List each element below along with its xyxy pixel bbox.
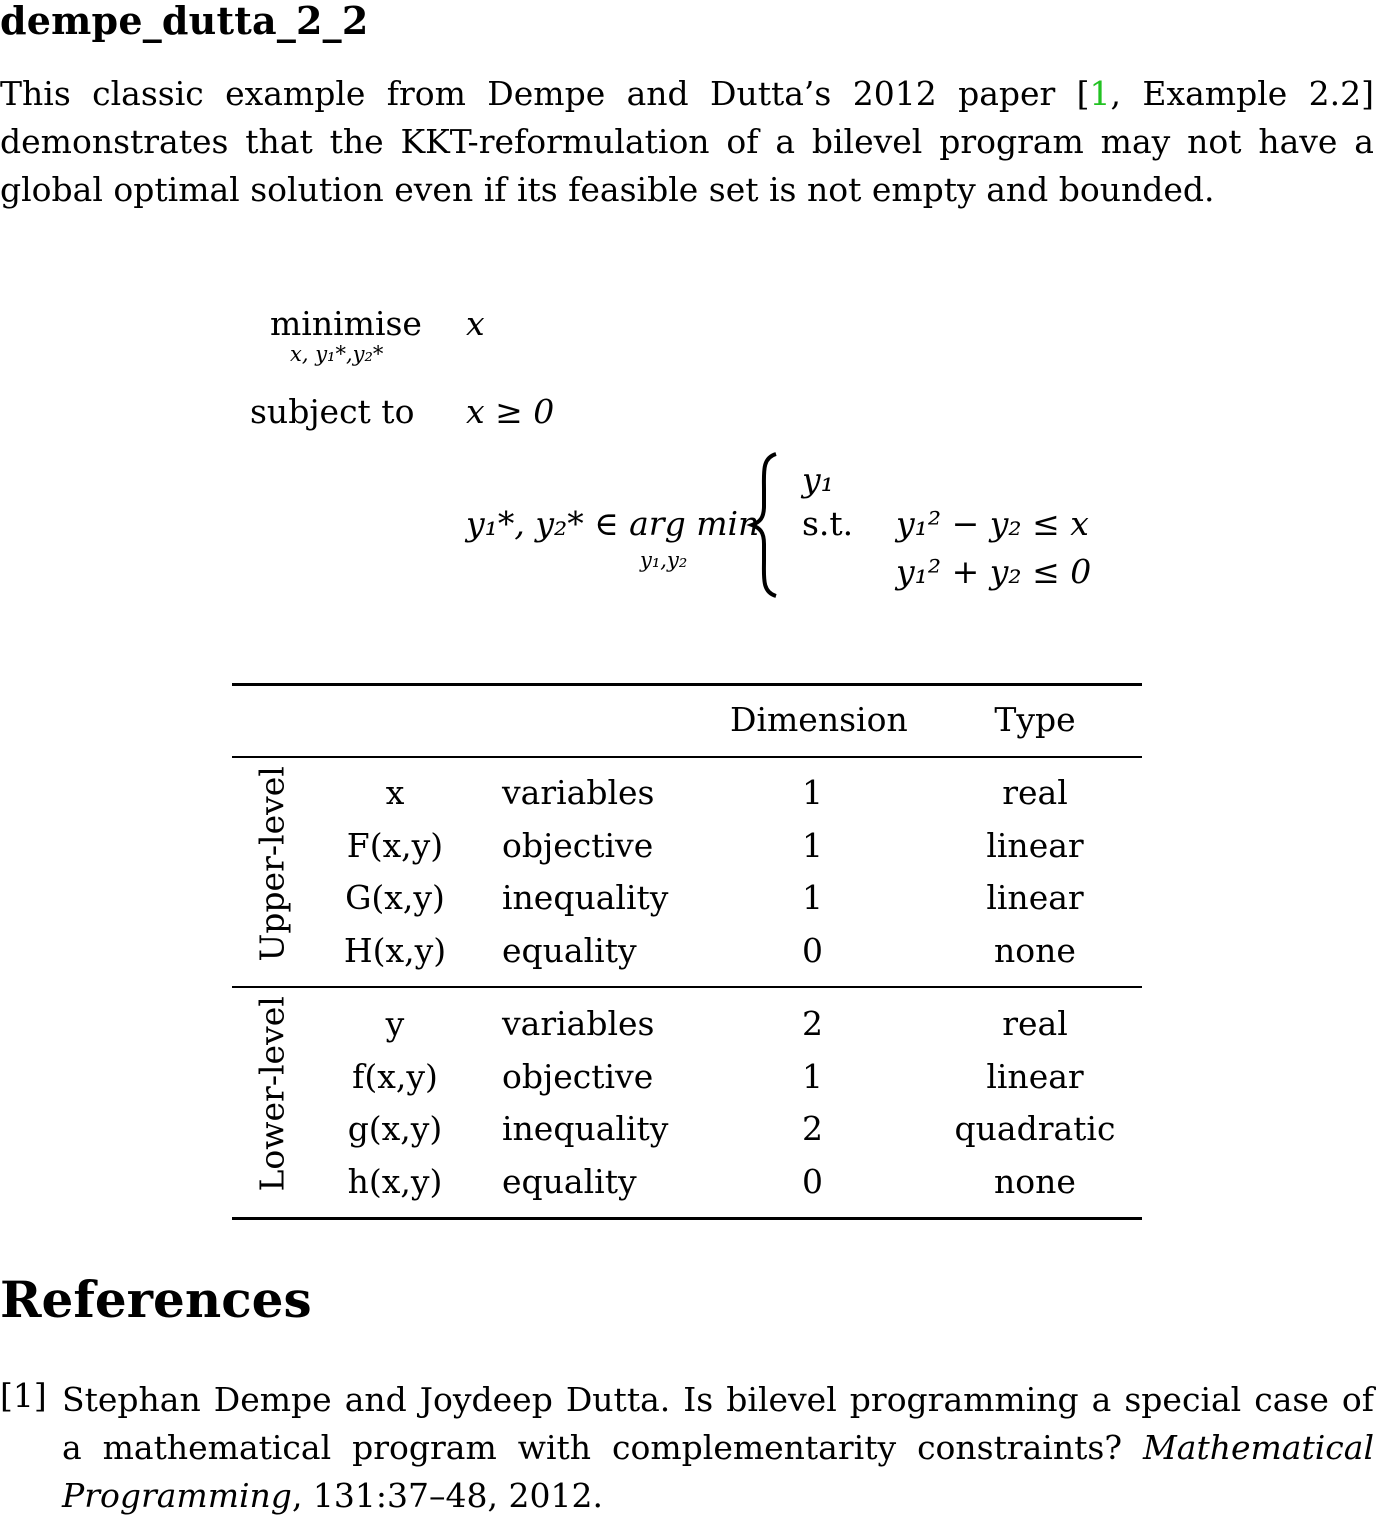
upper-level-label: Upper-level bbox=[252, 766, 292, 962]
reference-line-3: Programming, 131:37–48, 2012. bbox=[62, 1476, 603, 1515]
subject-to-label: subject to bbox=[250, 392, 415, 431]
upper-constraint: x ≥ 0 bbox=[466, 392, 555, 431]
table-cell-symbol: x bbox=[385, 773, 405, 812]
page-title: dempe_dutta_2_2 bbox=[0, 0, 369, 43]
minimise-label: minimise bbox=[270, 304, 422, 343]
table-top-rule bbox=[232, 683, 1142, 686]
table-cell-type: real bbox=[1002, 773, 1068, 812]
table-cell-kind: equality bbox=[502, 931, 637, 970]
reference-number: [1] bbox=[0, 1376, 47, 1415]
table-cell-type: none bbox=[994, 931, 1076, 970]
table-cell-dimension: 1 bbox=[802, 826, 823, 865]
table-cell-type: linear bbox=[986, 878, 1084, 917]
table-cell-symbol: h(x,y) bbox=[347, 1162, 443, 1201]
left-brace-icon bbox=[746, 450, 786, 600]
minimise-vars: x, y₁*,y₂* bbox=[290, 342, 384, 366]
lower-objective: y₁ bbox=[802, 460, 834, 499]
st-label: s.t. bbox=[802, 504, 854, 543]
table-cell-kind: inequality bbox=[502, 878, 669, 917]
table-cell-kind: objective bbox=[502, 826, 654, 865]
table-mid-rule bbox=[232, 986, 1142, 988]
table-cell-dimension: 0 bbox=[802, 931, 823, 970]
table-cell-type: none bbox=[994, 1162, 1076, 1201]
table-cell-type: real bbox=[1002, 1004, 1068, 1043]
table-cell-dimension: 1 bbox=[802, 773, 823, 812]
table-cell-dimension: 2 bbox=[802, 1109, 823, 1148]
table-cell-dimension: 2 bbox=[802, 1004, 823, 1043]
table-cell-symbol: f(x,y) bbox=[352, 1057, 438, 1096]
table-cell-symbol: G(x,y) bbox=[345, 878, 445, 917]
lower-level-lhs: y₁*, y₂* ∈ arg min bbox=[466, 504, 760, 543]
intro-paragraph bbox=[0, 70, 1374, 214]
reference-entry bbox=[62, 1376, 1374, 1520]
references-heading: References bbox=[0, 1270, 312, 1329]
table-cell-symbol: F(x,y) bbox=[346, 826, 444, 865]
table-cell-symbol: g(x,y) bbox=[347, 1109, 443, 1148]
intro-line-3: global optimal solution even if its feasible set is not empty and bounded. bbox=[0, 170, 1215, 209]
table-cell-symbol: H(x,y) bbox=[343, 931, 447, 970]
table-cell-kind: equality bbox=[502, 1162, 637, 1201]
lower-level-vars: y₁,y₂ bbox=[640, 548, 688, 572]
table-cell-dimension: 1 bbox=[802, 878, 823, 917]
table-cell-kind: inequality bbox=[502, 1109, 669, 1148]
table-cell-kind: objective bbox=[502, 1057, 654, 1096]
header-dimension: Dimension bbox=[730, 700, 908, 739]
table-bottom-rule bbox=[232, 1217, 1142, 1220]
lower-constraint-1: y₁² − y₂ ≤ x bbox=[896, 504, 1089, 543]
upper-objective: x bbox=[466, 304, 485, 343]
table-cell-kind: variables bbox=[502, 1004, 655, 1043]
table-cell-type: linear bbox=[986, 1057, 1084, 1096]
intro-line-2: demonstrates that the KKT-reformulation of a bilevel program may not have a bbox=[0, 122, 1374, 161]
intro-line-1: This classic example from Dempe and Dutta’s 2012 paper [1, Example 2.2] bbox=[0, 74, 1374, 113]
table-cell-dimension: 0 bbox=[802, 1162, 823, 1201]
header-type: Type bbox=[994, 700, 1076, 739]
table-cell-type: quadratic bbox=[954, 1109, 1116, 1148]
reference-line-2: a mathematical program with complementarity constraints? Mathematical bbox=[62, 1428, 1374, 1467]
citation-link[interactable]: 1 bbox=[1089, 74, 1111, 113]
lower-constraint-2: y₁² + y₂ ≤ 0 bbox=[896, 552, 1092, 591]
lower-level-label: Lower-level bbox=[252, 996, 292, 1192]
table-cell-kind: variables bbox=[502, 773, 655, 812]
table-header-rule bbox=[232, 756, 1142, 758]
table-cell-symbol: y bbox=[385, 1004, 405, 1043]
reference-line-1: Stephan Dempe and Joydeep Dutta. Is bilevel programming a special case of bbox=[62, 1380, 1374, 1419]
table-cell-type: linear bbox=[986, 826, 1084, 865]
table-cell-dimension: 1 bbox=[802, 1057, 823, 1096]
